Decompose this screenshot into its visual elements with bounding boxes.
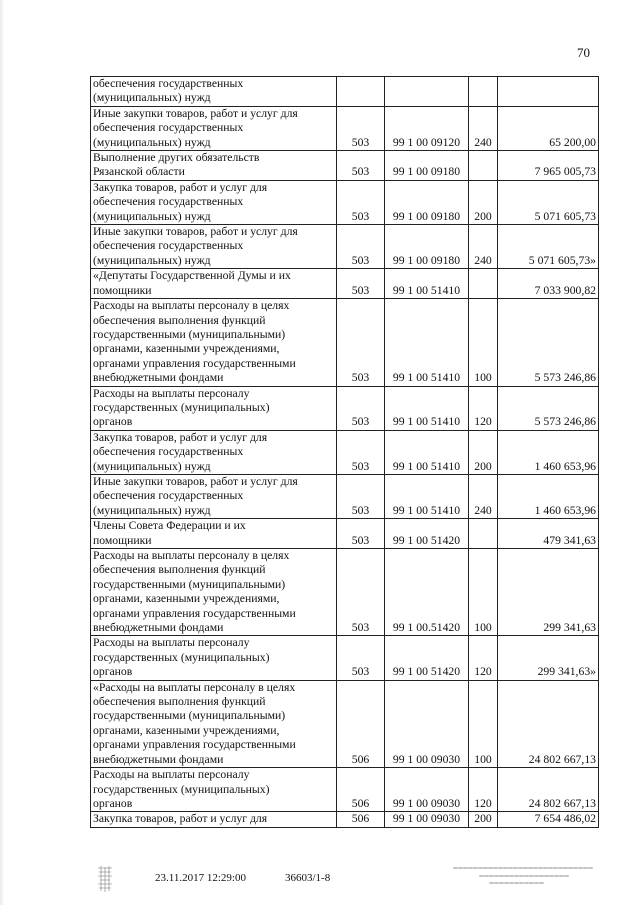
cell-target-article-code: 99 1 00 09030 <box>385 680 469 767</box>
expense-name-line: (муниципальных) нужд <box>93 91 211 105</box>
cell-expense-type-code <box>469 519 498 549</box>
cell-section-code: 503 <box>337 474 385 518</box>
cell-target-article-code: 99 1 00 09030 <box>385 812 469 827</box>
expense-name-line: Расходы на выплаты персоналу <box>93 636 250 650</box>
expense-name-line: «Депутаты Государственной Думы и их <box>93 269 291 283</box>
cell-expense-name <box>91 180 337 224</box>
expense-name-line: помощники <box>93 283 152 297</box>
cell-expense-type-code: 240 <box>469 225 498 269</box>
cell-expense-name <box>91 151 337 181</box>
cell-target-article-code: 99 1 00 09180 <box>385 180 469 224</box>
table-row <box>91 519 599 549</box>
cell-expense-name <box>91 812 337 827</box>
cell-expense-name <box>91 768 337 812</box>
expense-name-line: органами управления государственными <box>93 356 296 370</box>
footer-datetime: 23.11.2017 12:29:00 <box>155 872 246 884</box>
expense-name-line: (муниципальных) нужд <box>93 459 211 473</box>
expense-name-line: Расходы на выплаты персоналу в целях <box>93 299 290 313</box>
expense-name-line: обеспечения выполнения функций <box>93 313 266 327</box>
expense-name-line: (муниципальных) нужд <box>93 209 211 223</box>
expense-name-line: Члены Совета Федерации и их <box>93 519 246 533</box>
table-row <box>91 180 599 224</box>
cell-section-code: 503 <box>337 549 385 636</box>
cell-section-code: 503 <box>337 106 385 150</box>
table-row <box>91 225 599 269</box>
cell-section-code: 503 <box>337 225 385 269</box>
cell-expense-type-code: 100 <box>469 680 498 767</box>
expense-name-line: Иные закупки товаров, работ и услуг для <box>93 225 298 239</box>
expense-name-line: органами, казенными учреждениями, <box>93 592 280 606</box>
expense-name-line: обеспечения выполнения функций <box>93 695 266 709</box>
table-row <box>91 474 599 518</box>
cell-expense-type-code: 200 <box>469 430 498 474</box>
cell-amount: 24 802 667,13 <box>498 768 599 812</box>
expense-name-line: государственными (муниципальными) <box>93 709 286 723</box>
expense-name-line: Закупка товаров, работ и услуг для <box>93 430 268 444</box>
scan-edge-shadow <box>0 0 4 905</box>
expense-name-line: государственных (муниципальных) <box>93 400 270 414</box>
cell-expense-type-code <box>469 151 498 181</box>
cell-amount: 299 341,63» <box>498 636 599 680</box>
cell-amount: 65 200,00 <box>498 106 599 150</box>
table-row <box>91 269 599 299</box>
cell-expense-name <box>91 636 337 680</box>
cell-section-code: 503 <box>337 269 385 299</box>
cell-expense-name <box>91 269 337 299</box>
cell-expense-type-code: 100 <box>469 549 498 636</box>
cell-section-code: 506 <box>337 680 385 767</box>
cell-amount: 24 802 667,13 <box>498 680 599 767</box>
expense-name-line: государственных (муниципальных) <box>93 650 270 664</box>
cell-expense-name <box>91 225 337 269</box>
expense-name-line: Иные закупки товаров, работ и услуг для <box>93 474 298 488</box>
cell-expense-type-code <box>469 269 498 299</box>
cell-section-code: 503 <box>337 180 385 224</box>
expense-name-line: органами, казенными учреждениями, <box>93 342 280 356</box>
expense-name-line: (муниципальных) нужд <box>93 135 211 149</box>
cell-section-code: 506 <box>337 812 385 827</box>
expense-name-line: обеспечения выполнения функций <box>93 563 266 577</box>
cell-expense-name <box>91 474 337 518</box>
expense-name-line: Рязанской области <box>93 165 185 179</box>
cell-target-article-code: 99 1 00 51410 <box>385 269 469 299</box>
expense-name-line: «Расходы на выплаты персоналу в целях <box>93 680 296 694</box>
cell-amount: 5 071 605,73» <box>498 225 599 269</box>
table-row <box>91 151 599 181</box>
footer-document-number: 36603/1-8 <box>285 872 331 884</box>
cell-expense-name <box>91 680 337 767</box>
cell-section-code <box>337 77 385 107</box>
cell-expense-type-code <box>469 77 498 107</box>
cell-section-code: 503 <box>337 519 385 549</box>
cell-amount: 7 965 005,73 <box>498 151 599 181</box>
electronic-signature-stamp-icon <box>450 862 600 888</box>
cell-amount: 479 341,63 <box>498 519 599 549</box>
cell-expense-name <box>91 430 337 474</box>
table-row <box>91 106 599 150</box>
expense-name-line: (муниципальных) нужд <box>93 253 211 267</box>
cell-section-code: 503 <box>337 299 385 386</box>
expense-name-line: органов <box>93 796 133 810</box>
cell-section-code: 506 <box>337 768 385 812</box>
table-row <box>91 430 599 474</box>
cell-amount: 7 654 486,02 <box>498 812 599 827</box>
cell-amount <box>498 77 599 107</box>
cell-target-article-code: 99 1 00 51410 <box>385 386 469 430</box>
cell-expense-type-code: 200 <box>469 812 498 827</box>
cell-expense-type-code: 120 <box>469 768 498 812</box>
table-row <box>91 680 599 767</box>
cell-section-code: 503 <box>337 386 385 430</box>
expense-name-line: государственных (муниципальных) <box>93 782 270 796</box>
cell-target-article-code: 99 1 00 51410 <box>385 474 469 518</box>
cell-target-article-code: 99 1 00.51420 <box>385 549 469 636</box>
table-row <box>91 77 599 107</box>
registration-stamp-icon <box>96 864 114 894</box>
expense-name-line: органами, казенными учреждениями, <box>93 723 280 737</box>
table-row <box>91 299 599 386</box>
cell-amount: 1 460 653,96 <box>498 430 599 474</box>
cell-section-code: 503 <box>337 151 385 181</box>
expense-name-line: помощники <box>93 533 152 547</box>
cell-amount: 5 071 605,73 <box>498 180 599 224</box>
expense-name-line: органами управления государственными <box>93 738 296 752</box>
expense-name-line: внебюджетными фондами <box>93 752 224 766</box>
cell-target-article-code: 99 1 00 09030 <box>385 768 469 812</box>
cell-target-article-code <box>385 77 469 107</box>
cell-expense-type-code: 120 <box>469 636 498 680</box>
table-row <box>91 549 599 636</box>
cell-amount: 5 573 246,86 <box>498 386 599 430</box>
cell-expense-name <box>91 299 337 386</box>
cell-expense-name <box>91 106 337 150</box>
cell-expense-type-code: 240 <box>469 474 498 518</box>
budget-table <box>90 76 599 828</box>
expense-name-line: органов <box>93 415 133 429</box>
cell-target-article-code: 99 1 00 09180 <box>385 225 469 269</box>
cell-expense-type-code: 200 <box>469 180 498 224</box>
expense-name-line: обеспечения государственных <box>93 489 244 503</box>
cell-expense-type-code: 240 <box>469 106 498 150</box>
expense-name-line: Закупка товаров, работ и услуг для <box>93 180 268 194</box>
cell-amount: 7 033 900,82 <box>498 269 599 299</box>
cell-expense-name <box>91 549 337 636</box>
expense-name-line: обеспечения государственных <box>93 239 244 253</box>
cell-expense-type-code: 120 <box>469 386 498 430</box>
budget-table-body <box>91 77 599 828</box>
cell-expense-name <box>91 77 337 107</box>
expense-name-line: Расходы на выплаты персоналу <box>93 386 250 400</box>
cell-target-article-code: 99 1 00 51420 <box>385 519 469 549</box>
table-row <box>91 812 599 827</box>
expense-name-line: государственными (муниципальными) <box>93 577 286 591</box>
expense-name-line: органов <box>93 665 133 679</box>
cell-target-article-code: 99 1 00 51420 <box>385 636 469 680</box>
expense-name-line: государственными (муниципальными) <box>93 327 286 341</box>
cell-amount: 1 460 653,96 <box>498 474 599 518</box>
cell-section-code: 503 <box>337 636 385 680</box>
expense-name-line: органами управления государственными <box>93 606 296 620</box>
expense-name-line: обеспечения государственных <box>93 77 244 90</box>
cell-expense-name <box>91 519 337 549</box>
cell-target-article-code: 99 1 00 51410 <box>385 299 469 386</box>
expense-name-line: Расходы на выплаты персоналу <box>93 768 250 782</box>
page-number: 70 <box>577 45 590 60</box>
table-row <box>91 386 599 430</box>
cell-section-code: 503 <box>337 430 385 474</box>
expense-name-line: (муниципальных) нужд <box>93 503 211 517</box>
expense-name-line: обеспечения государственных <box>93 445 244 459</box>
cell-expense-type-code: 100 <box>469 299 498 386</box>
table-row <box>91 636 599 680</box>
expense-name-line: обеспечения государственных <box>93 195 244 209</box>
cell-target-article-code: 99 1 00 51410 <box>385 430 469 474</box>
expense-name-line: обеспечения государственных <box>93 121 244 135</box>
expense-name-line: Выполнение других обязательств <box>93 151 260 165</box>
expense-name-line: внебюджетными фондами <box>93 371 224 385</box>
expense-name-line: Расходы на выплаты персоналу в целях <box>93 549 290 562</box>
expense-name-line: Закупка товаров, работ и услуг для <box>93 812 268 826</box>
cell-expense-name <box>91 386 337 430</box>
table-row <box>91 768 599 812</box>
cell-amount: 299 341,63 <box>498 549 599 636</box>
cell-target-article-code: 99 1 00 09120 <box>385 106 469 150</box>
expense-name-line: Иные закупки товаров, работ и услуг для <box>93 106 298 120</box>
cell-amount: 5 573 246,86 <box>498 299 599 386</box>
cell-target-article-code: 99 1 00 09180 <box>385 151 469 181</box>
expense-name-line: внебюджетными фондами <box>93 621 224 635</box>
